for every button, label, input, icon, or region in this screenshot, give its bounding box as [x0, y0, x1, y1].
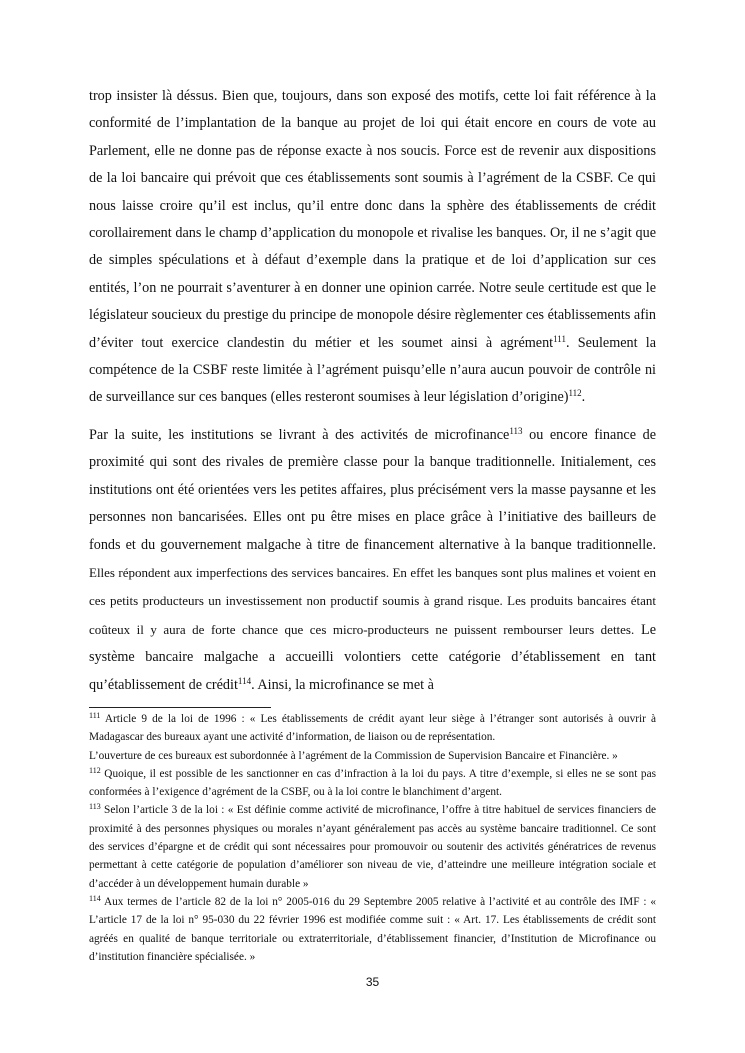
footnote-111 [89, 710, 656, 747]
footnote-112 [89, 765, 656, 802]
footnote-111-text: Article 9 de la loi de 1996 : « Les établissements de crédit ayant leur siège à l’étranger sont autorisés à ouvrir à Madagascar des bureaux ayant une activité d’information, de liaison ou de représentation. [89, 713, 656, 744]
footnote-ref-111: 111 [553, 333, 566, 344]
footnote-113 [89, 801, 656, 892]
body-text [89, 83, 656, 699]
paragraph-1 [89, 83, 656, 412]
footnotes [89, 710, 656, 966]
footnote-114 [89, 893, 656, 966]
footnote-111-text-2: L’ouverture de ces bureaux est subordonnée à l’agrément de la Commission de Supervision Bancaire et Financière. » [89, 749, 618, 762]
paragraph-1-text-c: . [581, 389, 586, 406]
footnote-111-continued [89, 747, 656, 765]
footnote-114-number: 114 [89, 893, 101, 903]
paragraph-2-text-small: Elles répondent aux imperfections des services bancaires. En effet les banques sont plus malines et voient en ces petits producteurs un investissement non productif soumis à grand risque. Les produits bancaires étant coûteux il y aura de forte chance que ces micro-producteurs ne puissent rembourser leurs dettes. [89, 564, 656, 637]
footnote-113-number: 113 [89, 802, 101, 812]
paragraph-2-text-b: ou encore finance de proximité qui sont des rivales de première classe pour la banque traditionnelle. Initialement, ces institutions ont été orientées vers les petites affaires, plus précisément vers la masse paysanne et les personnes non bancarisées. Elles ont pu être mises en place grâce à l’initiative des bailleurs de fonds et du gouvernement malgache à titre de financement alternative à la banque traditionnelle. [89, 426, 656, 553]
footnote-114-text: Aux termes de l’article 82 de la loi n° 2005-016 du 29 Septembre 2005 relative à l’activité et au contrôle des IMF : « L’article 17 de la loi n° 95-030 du 22 février 1996 est modifiée comme suit : « Art. 17. Les établissements de crédit sont agréés en qualité de banque territoriale ou extraterritoriale, d’établissement financier, d’Institution de Microfinance ou d’institution financière spécialisée. » [89, 895, 656, 963]
footnote-ref-113: 113 [509, 425, 523, 436]
footnote-112-text: Quoique, il est possible de les sanctionner en cas d’infraction à la loi du pays. A titre d’exemple, si elles ne se sont pas conformées à l’exigence d’agrément de la CSBF, ou à la loi contre le blanchiment d’argent. [89, 767, 656, 799]
footnote-ref-114: 114 [237, 675, 252, 686]
footnote-112-number: 112 [89, 765, 101, 775]
page-number: 35 [365, 975, 380, 989]
paragraph-2-text-c: Le système bancaire malgache a accueilli volontiers cette catégorie d’établissement en tant qu’établissement de crédit [89, 621, 656, 693]
paragraph-1-text-a: trop insister là déssus. Bien que, toujours, dans son exposé des motifs, cette loi fait référence à la conformité de l’implantation de la banque au projet de loi qui était encore en cours de vote au Parlement, elle ne donne pas de réponse exacte à nos soucis. Force est de revenir aux dispositions de la loi bancaire qui prévoit que ces établissements sont soumis à l’agrément de la CSBF. Ce qui nous laisse croire qu’il est inclus, qu’il entre donc dans la sphère des établissements de crédit corollairement dans le champ d’application du monopole et rivalise les banques. Or, il ne s’agit que de simples spéculations et à défaut d’exemple dans la pratique et de loi d’application sur ces entités, l’on ne pourrait s’aventurer à en donner une opinion carrée. Notre seule certitude est que le législateur soucieux du prestige du principe de monopole désire règlementer ces établissements afin d’éviter tout exercice clandestin du métier et les soumet ainsi à agrément [89, 88, 656, 351]
paragraph-2-text-d: . Ainsi, la microfinance se met à [251, 676, 434, 693]
paragraph-1-text-b: . Seulement la compétence de la CSBF reste limitée à l’agrément puisqu’elle n’aura aucun pouvoir de contrôle ni de surveillance sur ces banques (elles resteront soumises à leur législation d’origine) [89, 334, 656, 406]
footnote-113-text: Selon l’article 3 de la loi : « Est définie comme activité de microfinance, l’offre à titre habituel de services financiers de proximité à des personnes physiques ou morales n’ayant généralement pas accès au système bancaire traditionnel. Ce sont des services d’épargne et de crédit qui sont nécessaires pour promouvoir ou soutenir des activités génératrices de revenus permettant à cette catégorie de population d’améliorer son niveau de vie, d’atteindre une meilleure intégration sociale et d’accéder à un développement humain durable » [89, 804, 656, 890]
footnote-ref-112: 112 [568, 388, 582, 399]
footnote-separator [89, 707, 271, 708]
paragraph-2-text-a: Par la suite, les institutions se livrant à des activités de microfinance [89, 426, 510, 443]
footnote-111-number: 111 [89, 711, 101, 720]
paragraph-2 [89, 422, 656, 699]
